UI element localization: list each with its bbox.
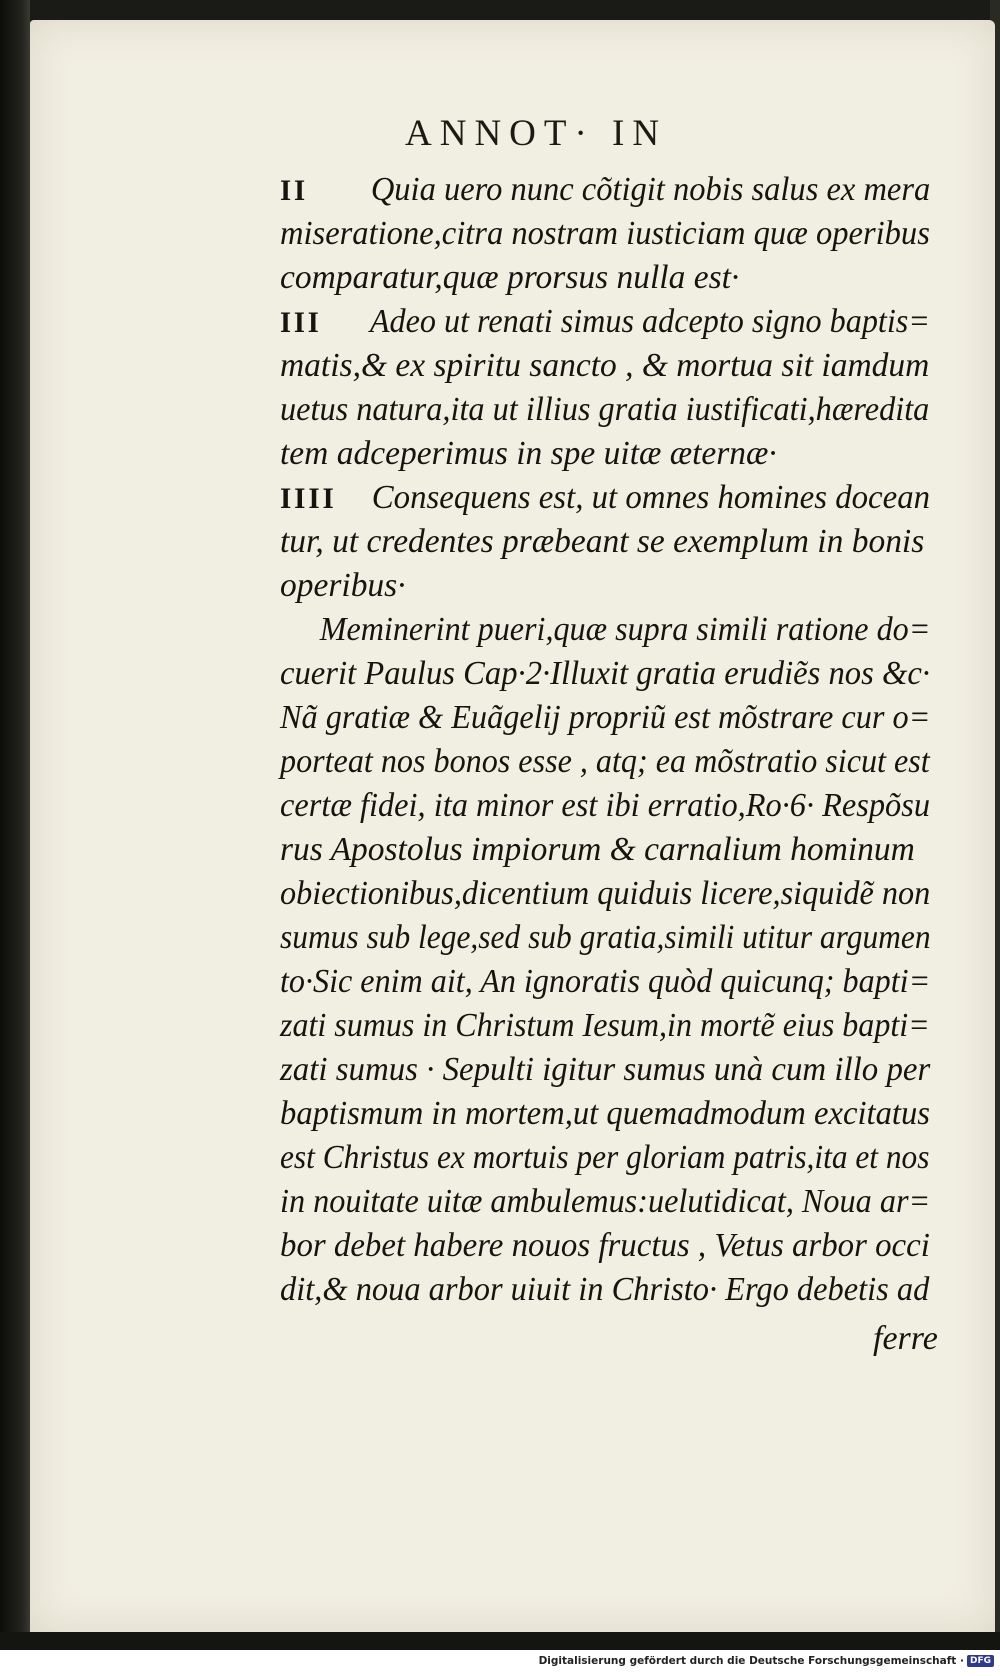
text-line: sumus sub lege,sed sub gratia,simili utitur argumen — [280, 919, 931, 956]
text-line: certæ fidei, ita minor est ibi erratio,Ro·6· Respõsu — [280, 787, 931, 824]
running-head: ANNOT· IN — [405, 113, 668, 154]
text-line: porteat nos bonos esse , atq; ea mõstratio sicut est — [280, 743, 930, 780]
text-line: Meminerint pueri,quæ supra simili ratione do= — [319, 611, 931, 648]
text-line: Nã gratiæ & Euãgelij propriũ est mõstrare cur o= — [280, 699, 931, 736]
book-gutter-edge — [0, 0, 30, 1650]
text-line: tem adceperimus in spe uitæ æternæ· — [280, 435, 777, 472]
text-line: in nouitate uitæ ambulemus:uelutidicat, Noua ar= — [280, 1183, 931, 1220]
numbered-paragraph-4 — [280, 476, 940, 608]
text-line: to·Sic enim ait, An ignoratis quòd quicunq; bapti= — [280, 963, 931, 1000]
text-line: obiectionibus,dicentium quiduis licere,siquidẽ non — [280, 875, 931, 912]
text-line: tur, ut credentes præbeant se exemplum in bonis — [280, 523, 925, 560]
commentary-paragraph — [280, 608, 940, 1312]
text-line: cuerit Paulus Cap·2·Illuxit gratia erudiẽs nos &c· — [280, 655, 931, 692]
digitization-footer — [0, 1650, 1000, 1676]
paragraph-number: IIII — [280, 482, 337, 515]
paragraph-number: III — [280, 306, 322, 339]
text-line: uetus natura,ita ut illius gratia iustificati,hæredita — [280, 391, 930, 428]
text-line: rus Apostolus impiorum & carnalium hominum — [280, 831, 915, 868]
paragraph-number: II — [280, 174, 309, 207]
text-line: operibus· — [280, 567, 406, 604]
catchword: ferre — [873, 1320, 938, 1357]
dfg-logo-icon: DFG — [967, 1655, 994, 1667]
text-line: matis,& ex spiritu sancto , & mortua sit iamdum — [280, 347, 930, 384]
numbered-paragraph-2 — [280, 168, 940, 300]
text-line: Consequens est, ut omnes homines docean — [371, 479, 931, 516]
scan-bottom-edge — [0, 1632, 1000, 1650]
text-line: baptismum in mortem,ut quemadmodum excitatus — [280, 1095, 931, 1132]
text-line: zati sumus · Sepulti igitur sumus unà cum illo per — [280, 1051, 931, 1088]
text-line: miseratione,citra nostram iusticiam quæ operibus — [280, 215, 930, 252]
numbered-paragraph-3 — [280, 300, 940, 476]
text-line: zati sumus in Christum Iesum,in mortẽ eius bapti= — [280, 1007, 930, 1044]
text-line: est Christus ex mortuis per gloriam patris,ita et nos — [280, 1139, 930, 1176]
text-line: dit,& noua arbor uiuit in Christo· Ergo debetis ad — [280, 1271, 930, 1308]
text-line: Adeo ut renati simus adcepto signo baptis= — [369, 303, 931, 340]
page-body-text — [280, 168, 940, 1312]
text-line: comparatur,quæ prorsus nulla est· — [280, 259, 740, 296]
text-line: bor debet habere nouos fructus , Vetus arbor occi — [280, 1227, 930, 1264]
text-line: Quia uero nunc cõtigit nobis salus ex mera — [370, 171, 931, 208]
footer-text: Digitalisierung gefördert durch die Deutsche Forschungsgemeinschaft · — [538, 1655, 964, 1667]
